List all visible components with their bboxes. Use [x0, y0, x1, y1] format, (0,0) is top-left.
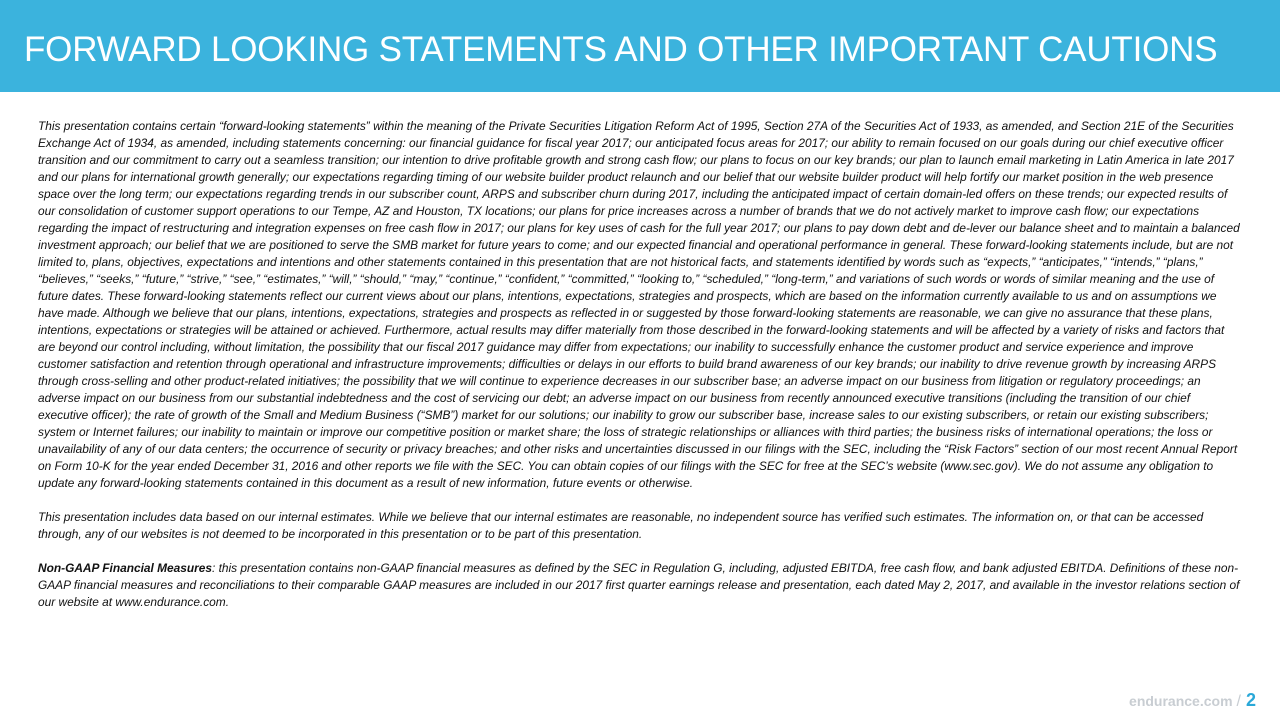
- non-gaap-text: : this presentation contains non-GAAP financial measures as defined by the SEC in Regulation G, including, adjusted EBITDA, free cash flow, and bank adjusted EBITDA. Definitions of these non-GAAP financial measures and reconciliations to their comparable GAAP measures are included in our 2017 first quarter earnings release and presentation, each dated May 2, 2017, and available in the investor relations section of our website at www.endurance.com.: [38, 561, 1240, 609]
- internal-estimates-paragraph: This presentation includes data based on our internal estimates. While we believe that our internal estimates are reasonable, no independent source has verified such estimates. The information on, or that can be accessed through, any of our websites is not deemed to be incorporated in this presentation or to be part of this presentation.: [38, 510, 1204, 541]
- footer-separator: /: [1236, 693, 1241, 710]
- footer-website: endurance.com: [1129, 693, 1233, 709]
- footer: [1129, 690, 1256, 711]
- title-banner: [0, 0, 1280, 92]
- disclaimer-body: [38, 118, 1242, 628]
- page-title: FORWARD LOOKING STATEMENTS AND OTHER IMPORTANT CAUTIONS: [24, 30, 1218, 69]
- page-number: 2: [1245, 690, 1256, 710]
- non-gaap-paragraph: [38, 560, 1242, 611]
- non-gaap-label: Non-GAAP Financial Measures: [38, 561, 212, 575]
- forward-looking-paragraph: This presentation contains certain “forward-looking statements” within the meaning of the Private Securities Litigation Reform Act of 1995, Section 27A of the Securities Act of 1933, as amended, and Section 21E of the Securities Exchange Act of 1934, as amended, including statements concerning: our financial guidance for fiscal year 2017; our anticipated focus areas for 2017; our ability to remain focused on our goals during our chief executive officer transition and our commitment to carry out a seamless transition; our intention to drive profitable growth and strong cash flow; our plans to focus on our key brands; our plan to launch email marketing in Latin America in late 2017 and our plans for international growth generally; our expectations regarding timing of our website builder product relaunch and our belief that our website builder product will help fortify our market position in the web presence space over the long term; our expectations regarding trends in our subscriber count, ARPS and subscriber churn during 2017, including the anticipated impact of certain domain-led offers on these trends; our expected results of our consolidation of customer support operations to our Tempe, AZ and Houston, TX locations; our plans for price increases across a number of brands that we do not actively market to improve cash flow; our expectations regarding the impact of restructuring and integration expenses on free cash flow in 2017; our plans for key uses of cash for the full year 2017; our plans to pay down debt and de-lever our balance sheet and to maintain a balanced investment approach; our belief that we are positioned to serve the SMB market for future years to come; and our expected financial and operational performance in general. These forward-looking statements include, but are not limited to, plans, objectives, expectations and intentions and other statements contained in this presentation that are not historical facts, and statements identified by words such as “expects,” “anticipates,” “intends,” “plans,” “believes,” “seeks,” “future,” “strive,” “see,” “estimates,” “will,” “should,” “may,” “continue,” “confident,” “committed,” “looking to,” “scheduled,” “long-term,” and variations of such words or words of similar meaning and the use of future dates. These forward-looking statements reflect our current views about our plans, intentions, expectations, strategies and prospects, which are based on the information currently available to us and on assumptions we have made. Although we believe that our plans, intentions, expectations, strategies and prospects as reflected in or suggested by those forward-looking statements are reasonable, we can give no assurance that these plans, intentions, expectations or strategies will be attained or achieved. Furthermore, actual results may differ materially from those described in the forward-looking statements and will be affected by a variety of risks and factors that are beyond our control including, without limitation, the possibility that our fiscal 2017 guidance may differ from expectations; our inability to successfully enhance the customer product and service experience and improve customer satisfaction and retention through operational and infrastructure improvements; difficulties or delays in our efforts to build brand awareness of our key brands; our inability to drive revenue growth by increasing ARPS through cross-selling and other product-related initiatives; the possibility that we will continue to experience decreases in our subscriber base; an adverse impact on our business from litigation or regulatory proceedings; an adverse impact on our business from our substantial indebtedness and the cost of servicing our debt; an adverse impact on our business from recently announced executive transitions (including the transition of our chief executive officer); the rate of growth of the Small and Medium Business (“SMB”) market for our solutions; our inability to grow our subscriber base, increase sales to our existing subscribers, or retain our existing subscribers; system or Internet failures; our inability to maintain or improve our competitive position or market share; the loss of strategic relationships or alliances with third parties; the business risks of international operations; the loss or unavailability of any of our data centers; the occurrence of security or privacy breaches; and other risks and uncertainties discussed in our filings with the SEC, including the “Risk Factors” section of our most recent Annual Report on Form 10-K for the year ended December 31, 2016 and other reports we file with the SEC. You can obtain copies of our filings with the SEC for free at the SEC’s website (www.sec.gov). We do not assume any obligation to update any forward-looking statements contained in this document as a result of new information, future events or otherwise.: [38, 119, 1240, 490]
